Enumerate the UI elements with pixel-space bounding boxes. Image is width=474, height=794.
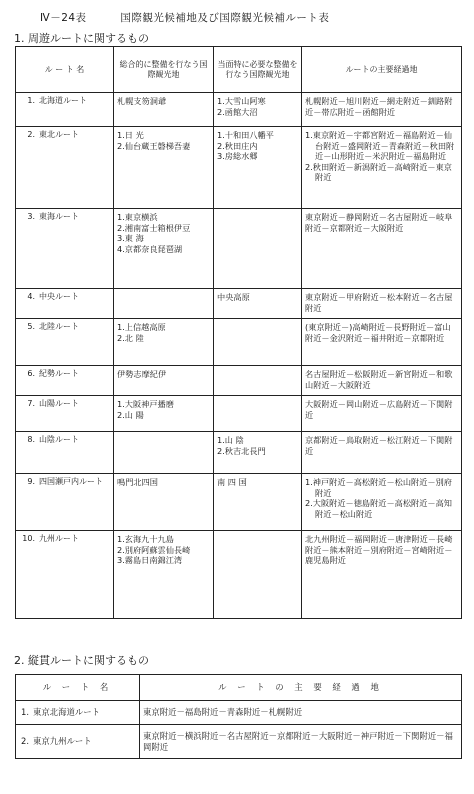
route-name: 東京九州ルート <box>33 736 92 747</box>
main-via-cell <box>302 289 462 319</box>
main-via-cell <box>302 93 462 127</box>
table-row <box>16 474 462 531</box>
comprehensive-site: 2.山 陽 <box>117 409 144 420</box>
priority-site: 2.函館大沼 <box>217 106 258 117</box>
comprehensive-site: 札幌支笏洞爺 <box>117 96 167 106</box>
table-row <box>16 725 462 759</box>
via-line: 1.東京附近－宇都宮附近－福島附近－仙台附近－盛岡附近－青森附近－秋田附近－山形附近－米沢附近－福島附近 <box>305 130 455 161</box>
table-row <box>16 127 462 209</box>
route-name: 山陰ルート <box>39 435 79 444</box>
comprehensive-cell <box>114 319 214 366</box>
route-number: 4. <box>27 292 35 301</box>
header-main-via: ルートの主要経過地 <box>302 47 462 93</box>
header-main-via: ル ー ト の 主 要 経 過 地 <box>140 675 462 701</box>
main-via-cell: 東京附近－横浜附近－名古屋附近－京都附近－大阪附近－神戸附近－下関附近－福岡附近 <box>140 725 462 759</box>
via-line: 大阪附近－岡山附近－広島附近－下関附近 <box>305 399 453 420</box>
main-via-cell: 東京附近－福島附近－青森附近－札幌附近 <box>140 701 462 725</box>
table-row <box>16 432 462 474</box>
main-via-cell <box>302 209 462 289</box>
priority-site: 中央高原 <box>217 292 250 302</box>
priority-cell <box>214 289 302 319</box>
priority-cell <box>214 127 302 209</box>
main-via-cell <box>302 366 462 396</box>
route-name: 山陽ルート <box>39 399 79 408</box>
priority-cell <box>214 319 302 366</box>
comprehensive-cell <box>114 289 214 319</box>
circuit-route-table <box>15 46 462 619</box>
route-name: 北海道ルート <box>39 96 87 105</box>
route-name-cell <box>16 396 114 432</box>
route-name: 北陸ルート <box>39 322 79 331</box>
table-row <box>16 319 462 366</box>
route-name-cell <box>16 725 140 759</box>
comprehensive-site: 1.玄海九十九島 <box>117 534 174 544</box>
route-number: 3. <box>27 212 35 221</box>
route-number: 1. <box>21 707 29 718</box>
priority-cell <box>214 474 302 531</box>
table-row <box>16 209 462 289</box>
header-route-name: ル ー ト 名 <box>16 675 140 701</box>
header-priority: 当面特に必要な整備を行なう国際観光地 <box>214 47 302 93</box>
route-name: 東海ルート <box>39 212 79 221</box>
comprehensive-site: 伊勢志摩紀伊 <box>117 369 167 379</box>
route-name: 九州ルート <box>39 534 79 543</box>
comprehensive-cell <box>114 127 214 209</box>
table-row <box>16 366 462 396</box>
route-name: 東京北海道ルート <box>33 707 100 718</box>
route-number: 5. <box>27 322 35 331</box>
route-number: 7. <box>27 399 35 408</box>
route-name-cell <box>16 366 114 396</box>
via-line: 2.秋田附近－新潟附近－高崎附近－東京附近 <box>305 161 452 182</box>
route-name-cell <box>16 701 140 725</box>
section-heading-1: 1. 周遊ルートに関するもの <box>14 32 149 45</box>
comprehensive-site: 2.仙台蔵王磐梯吾妻 <box>117 140 191 151</box>
comprehensive-site: 1.東京横浜 <box>117 212 158 222</box>
route-number: 9. <box>27 477 35 486</box>
table-row <box>16 396 462 432</box>
header-comprehensive: 総合的に整備を行なう国際観光地 <box>114 47 214 93</box>
comprehensive-cell <box>114 93 214 127</box>
comprehensive-cell <box>114 396 214 432</box>
table-row <box>16 93 462 127</box>
priority-site: 1.十和田八幡平 <box>217 130 274 140</box>
priority-site: 3.房総水郷 <box>217 151 258 161</box>
priority-cell <box>214 93 302 127</box>
main-via-cell <box>302 396 462 432</box>
comprehensive-cell <box>114 432 214 474</box>
priority-cell <box>214 209 302 289</box>
route-name-cell <box>16 531 114 619</box>
priority-site: 2.秋吉北長門 <box>217 445 266 456</box>
via-line: 札幌附近－旭川附近－網走附近－釧路附近－帯広附近－函館附近 <box>305 96 453 117</box>
main-via-cell <box>302 127 462 209</box>
comprehensive-site: 3.東 海 <box>117 233 144 243</box>
comprehensive-site: 鳴門北四国 <box>117 477 158 487</box>
header-row <box>16 675 462 701</box>
route-name-cell <box>16 432 114 474</box>
route-name-cell <box>16 474 114 531</box>
main-via-cell <box>302 319 462 366</box>
priority-cell <box>214 396 302 432</box>
table-title: 国際観光候補地及び国際観光候補ルート表 <box>120 12 330 24</box>
comprehensive-cell <box>114 531 214 619</box>
route-name-cell <box>16 319 114 366</box>
comprehensive-site: 1.日 光 <box>117 130 144 140</box>
comprehensive-cell <box>114 474 214 531</box>
route-number: 8. <box>27 435 35 444</box>
via-line: 1.神戸附近－高松附近－松山附近－別府附近 <box>305 477 452 498</box>
via-line: 東京附近－甲府附近－松本附近－名古屋附近 <box>305 292 453 313</box>
route-number: 10. <box>22 534 35 543</box>
header-row <box>16 47 462 93</box>
comprehensive-site: 2.湘南富士箱根伊豆 <box>117 222 191 233</box>
comprehensive-cell <box>114 366 214 396</box>
route-name: 四国瀬戸内ルート <box>39 477 103 486</box>
main-via-cell <box>302 531 462 619</box>
via-line: (東京附近－)高崎附近－長野附近－富山附近－金沢附近－福井附近－京都附近 <box>305 322 451 343</box>
route-name-cell <box>16 127 114 209</box>
header-route-name: ル ー ト 名 <box>16 47 114 93</box>
comprehensive-site: 4.京都奈良琵琶湖 <box>117 243 183 254</box>
page-title <box>40 10 460 25</box>
via-line: 名古屋附近－松阪附近－新宮附近－和歌山附近－大阪附近 <box>305 369 453 390</box>
priority-site: 2.秋田庄内 <box>217 140 258 151</box>
comprehensive-site: 2.北 陸 <box>117 332 144 343</box>
route-name: 紀勢ルート <box>39 369 79 378</box>
comprehensive-site: 2.別府阿蘇雲仙長崎 <box>117 544 191 555</box>
priority-site: 1.大雪山阿寒 <box>217 96 266 106</box>
via-line: 京都附近－鳥取附近－松江附近－下関附近 <box>305 435 453 456</box>
route-number: 6. <box>27 369 35 378</box>
comprehensive-site: 1.大阪神戸播磨 <box>117 399 174 409</box>
main-via-cell <box>302 432 462 474</box>
priority-site: 南 四 国 <box>217 477 247 487</box>
route-number: 2. <box>21 736 29 747</box>
route-name: 中央ルート <box>39 292 79 301</box>
route-number: 2. <box>27 130 35 139</box>
priority-site: 1.山 陰 <box>217 435 244 445</box>
trunk-route-table <box>15 674 462 759</box>
table-code: Ⅳ－24表 <box>40 12 87 24</box>
route-name-cell <box>16 209 114 289</box>
via-line: 東京附近－静岡附近－名古屋附近－岐阜附近－京都附近－大阪附近 <box>305 212 453 233</box>
main-via-cell <box>302 474 462 531</box>
section-heading-2: 2. 縦貫ルートに関するもの <box>14 654 149 667</box>
comprehensive-cell <box>114 209 214 289</box>
comprehensive-site: 3.霧島日南錦江湾 <box>117 555 183 565</box>
table-row <box>16 289 462 319</box>
priority-cell <box>214 366 302 396</box>
via-line: 北九州附近－福岡附近－唐津附近－長崎附近－熊本附近－別府附近－宮崎附近－鹿児島附近 <box>305 534 453 565</box>
table-row <box>16 701 462 725</box>
priority-cell <box>214 531 302 619</box>
route-name-cell <box>16 289 114 319</box>
route-number: 1. <box>27 96 35 105</box>
route-name: 東北ルート <box>39 130 79 139</box>
via-line: 2.大阪附近－徳島附近－高松附近－高知附近－松山附近 <box>305 498 452 519</box>
route-name-cell <box>16 93 114 127</box>
table-row <box>16 531 462 619</box>
comprehensive-site: 1.上信越高原 <box>117 322 166 332</box>
priority-cell <box>214 432 302 474</box>
